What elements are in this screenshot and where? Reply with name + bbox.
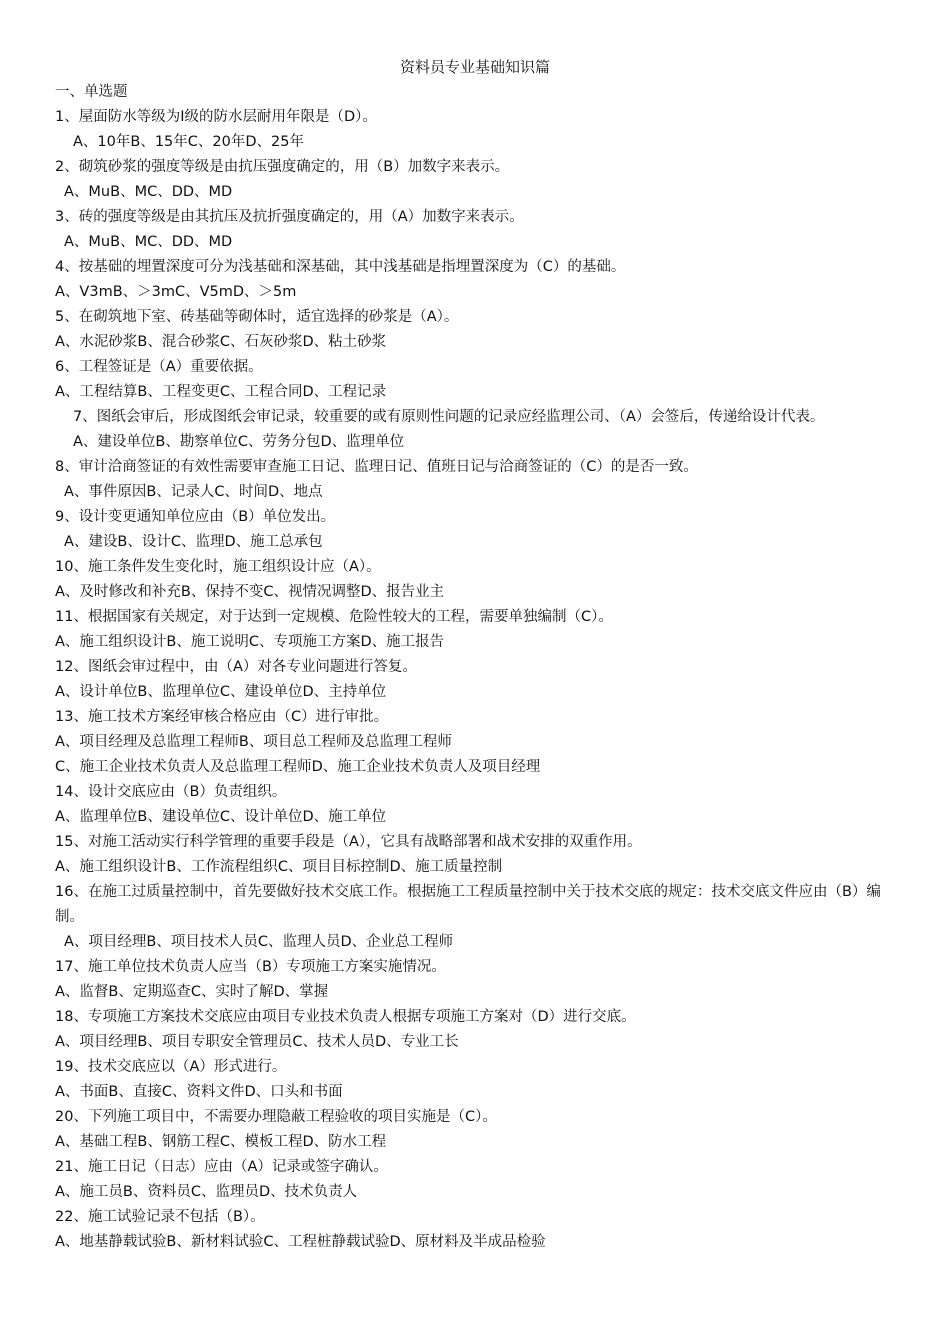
question-8: 8、审计洽商签证的有效性需要审查施工日记、监理日记、值班日记与洽商签证的（C）的是否一致。 [55,459,698,475]
question-16: 16、在施工过质量控制中，首先要做好技术交底工作。根据施工工程质量控制中关于技术交底的规定：技术交底文件应由（B）编制。 [55,884,881,925]
options-16: A、项目经理B、项目技术人员C、监理人员D、企业总工程师 [64,934,454,950]
question-13: 13、施工技术方案经审核合格应由（C）进行审批。 [55,709,389,725]
options-7: A、建设单位B、勘察单位C、劳务分包D、监理单位 [73,434,405,450]
options-6: A、工程结算B、工程变更C、工程合同D、工程记录 [55,384,387,400]
options-4: A、V3mB、＞3mC、V5mD、＞5m [55,284,297,300]
question-7: 7、图纸会审后，形成图纸会审记录，较重要的或有原则性问题的记录应经监理公司、（A）会签后，传递给设计代表。 [73,409,825,425]
question-14: 14、设计交底应由（B）负责组织。 [55,784,287,800]
question-11: 11、根据国家有关规定，对于达到一定规模、危险性较大的工程，需要单独编制（C）。 [55,609,613,625]
options-3: A、MuB、MC、DD、MD [64,234,233,250]
document-body [55,80,905,1255]
section-heading: 一、单选题 [55,84,128,100]
options-17: A、监督B、定期巡查C、实时了解D、掌握 [55,984,329,1000]
options-5: A、水泥砂浆B、混合砂浆C、石灰砂浆D、粘土砂浆 [55,334,387,350]
question-2: 2、砌筑砂浆的强度等级是由抗压强度确定的，用（B）加数字来表示。 [55,159,510,175]
options-1: A、10年B、15年C、20年D、25年 [73,134,304,150]
options-9: A、建设B、设计C、监理D、施工总承包 [64,534,323,550]
question-10: 10、施工条件发生变化时，施工组织设计应（A）。 [55,559,381,575]
options-13b: C、施工企业技术负责人及总监理工程师D、施工企业技术负责人及项目经理 [55,759,541,775]
options-10: A、及时修改和补充B、保持不变C、视情况调整D、报告业主 [55,584,445,600]
options-8: A、事件原因B、记录人C、时间D、地点 [64,484,323,500]
question-21: 21、施工日记（日志）应由（A）记录或签字确认。 [55,1159,388,1175]
document-title: 资料员专业基础知识篇 [399,58,550,76]
options-12: A、设计单位B、监理单位C、建设单位D、主持单位 [55,684,387,700]
options-2: A、MuB、MC、DD、MD [64,184,233,200]
question-17: 17、施工单位技术负责人应当（B）专项施工方案实施情况。 [55,959,446,975]
options-15: A、施工组织设计B、工作流程组织C、项目目标控制D、施工质量控制 [55,859,503,875]
options-20: A、基础工程B、钢筋工程C、模板工程D、防水工程 [55,1134,387,1150]
question-22: 22、施工试验记录不包括（B）。 [55,1209,265,1225]
question-19: 19、技术交底应以（A）形式进行。 [55,1059,287,1075]
question-15: 15、对施工活动实行科学管理的重要手段是（A），它具有战略部署和战术安排的双重作用。 [55,834,642,850]
question-3: 3、砖的强度等级是由其抗压及抗折强度确定的，用（A）加数字来表示。 [55,209,524,225]
question-4: 4、按基础的埋置深度可分为浅基础和深基础，其中浅基础是指埋置深度为（C）的基础。 [55,259,626,275]
options-19: A、书面B、直接C、资料文件D、口头和书面 [55,1084,343,1100]
question-1: 1、屋面防水等级为Ⅰ级的防水层耐用年限是（D）。 [55,109,377,125]
options-14: A、监理单位B、建设单位C、设计单位D、施工单位 [55,809,387,825]
question-6: 6、工程签证是（A）重要依据。 [55,359,263,375]
question-12: 12、图纸会审过程中，由（A）对各专业问题进行答复。 [55,659,417,675]
question-20: 20、下列施工项目中，不需要办理隐蔽工程验收的项目实施是（C）。 [55,1109,497,1125]
options-21: A、施工员B、资料员C、监理员D、技术负责人 [55,1184,358,1200]
options-11: A、施工组织设计B、施工说明C、专项施工方案D、施工报告 [55,634,445,650]
options-18: A、项目经理B、项目专职安全管理员C、技术人员D、专业工长 [55,1034,459,1050]
options-13a: A、项目经理及总监理工程师B、项目总工程师及总监理工程师 [55,734,452,750]
question-5: 5、在砌筑地下室、砖基础等砌体时，适宜选择的砂浆是（A）。 [55,309,459,325]
options-22: A、地基静载试验B、新材料试验C、工程桩静载试验D、原材料及半成品检验 [55,1234,546,1250]
question-18: 18、专项施工方案技术交底应由项目专业技术负责人根据专项施工方案对（D）进行交底。 [55,1009,636,1025]
question-9: 9、设计变更通知单位应由（B）单位发出。 [55,509,336,525]
